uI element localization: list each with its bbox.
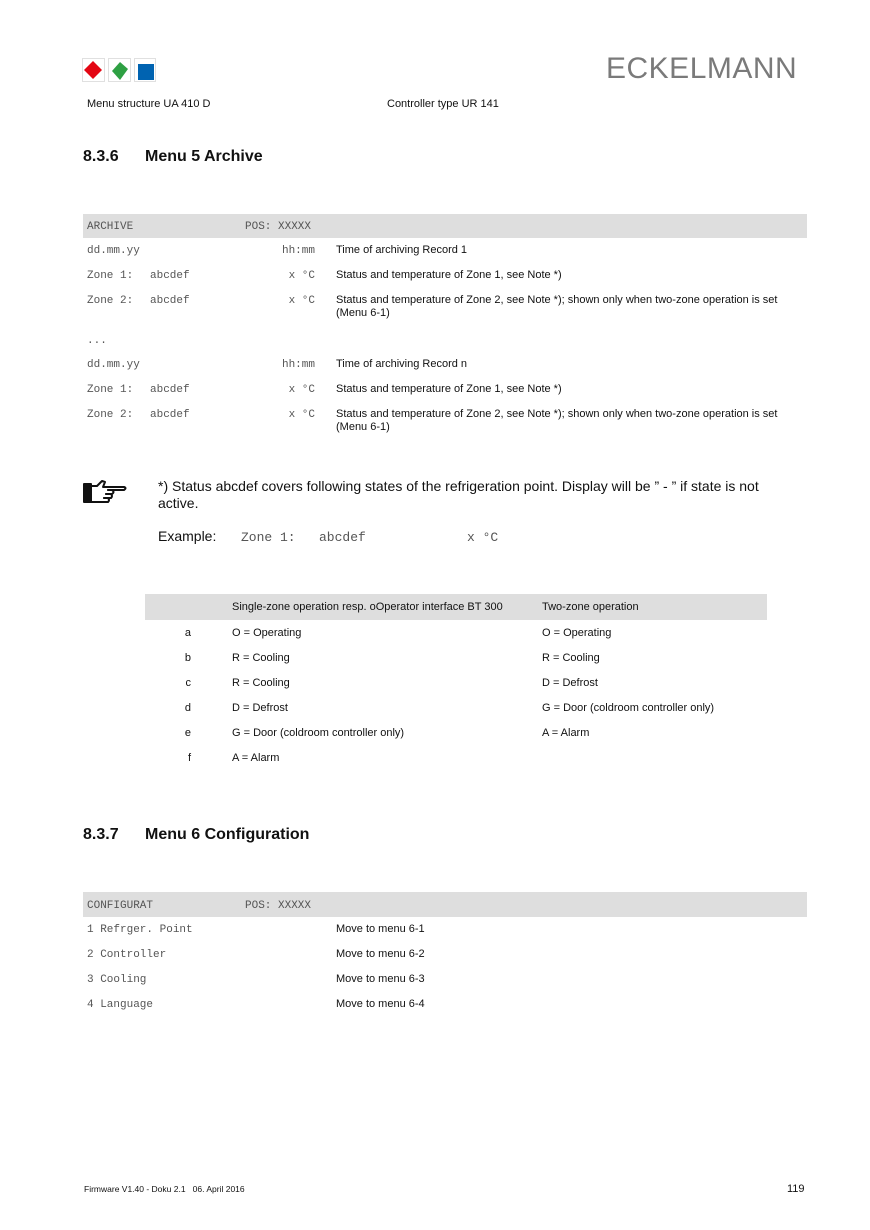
state-key: f: [187, 752, 191, 764]
row-value: hh:mm: [281, 359, 315, 371]
config-description: Move to menu 6-4: [336, 998, 425, 1010]
pointing-hand-icon: [82, 478, 128, 506]
config-description: Move to menu 6-1: [336, 923, 425, 935]
state-two: A = Alarm: [542, 727, 590, 739]
table-row: [145, 721, 767, 746]
row-field: dd.mm.yy: [87, 359, 140, 371]
brand-name: ECKELMANN: [606, 52, 798, 85]
row-value: x °C: [288, 409, 315, 421]
state-two: G = Door (coldroom controller only): [542, 702, 715, 714]
row-field: Zone 1:: [87, 270, 134, 282]
display-pos: POS: XXXXX: [245, 221, 312, 233]
configuration-display-header: [83, 892, 807, 917]
page-number: 119: [787, 1183, 805, 1195]
blue-square-icon: [138, 64, 154, 80]
row-field: Zone 2:: [87, 295, 134, 307]
config-item: 4 Language: [87, 999, 154, 1011]
states-header-single: Single-zone operation resp. oOperator interface BT 300: [232, 601, 503, 613]
table-row: [145, 671, 767, 696]
section-number: 8.3.7: [83, 826, 119, 843]
state-key: c: [185, 677, 191, 689]
eckelmann-logo-marks: [82, 58, 156, 82]
archive-row: [87, 264, 807, 289]
display-pos: POS: XXXXX: [245, 900, 312, 912]
footer-firmware: Firmware V1.40 - Doku 2.1 06. April 2016: [84, 1184, 245, 1194]
state-key: b: [184, 652, 191, 664]
row-description: Status and temperature of Zone 1, see Note *): [336, 269, 562, 281]
display-title: CONFIGURAT: [87, 900, 154, 912]
archive-row: [87, 353, 807, 378]
config-item: 3 Cooling: [87, 974, 147, 986]
row-value: x °C: [288, 384, 315, 396]
config-description: Move to menu 6-2: [336, 948, 425, 960]
section-number: 8.3.6: [83, 148, 119, 165]
state-single: D = Defrost: [232, 702, 288, 714]
state-two: O = Operating: [542, 627, 612, 639]
archive-row: [87, 239, 807, 264]
logo-squares-icon: [82, 58, 156, 82]
row-description: Status and temperature of Zone 1, see Note *): [336, 383, 562, 395]
state-key: e: [184, 727, 191, 739]
archive-display-header: [83, 214, 807, 238]
row-field: Zone 2:: [87, 409, 134, 421]
row-description: Time of archiving Record 1: [336, 244, 468, 256]
archive-row: [87, 378, 807, 403]
state-two: D = Defrost: [542, 677, 598, 689]
states-header-two: Two-zone operation: [542, 601, 639, 613]
row-ellipsis: ...: [87, 335, 107, 347]
state-key: a: [184, 627, 191, 639]
row-status: abcdef: [150, 409, 190, 421]
config-row: [87, 968, 807, 993]
example-zone: Zone 1:: [241, 530, 296, 545]
table-row: [145, 646, 767, 671]
display-title: ARCHIVE: [87, 221, 134, 233]
row-field: dd.mm.yy: [87, 245, 140, 257]
state-two: R = Cooling: [542, 652, 600, 664]
note-text: *) Status abcdef covers following states of the refrigeration point. Display will be ” - ” if state is not active.: [158, 478, 759, 511]
row-value: x °C: [288, 270, 315, 282]
table-row: [145, 696, 767, 721]
table-row: [145, 746, 767, 771]
example-state: abcdef: [319, 530, 366, 545]
archive-row: [87, 403, 807, 433]
row-description: Status and temperature of Zone 2, see Note *); shown only when two-zone operation is set (Menu 6-1): [336, 294, 778, 319]
row-field: Zone 1:: [87, 384, 134, 396]
archive-row: [87, 289, 807, 319]
row-status: abcdef: [150, 270, 190, 282]
row-status: abcdef: [150, 384, 190, 396]
state-single: A = Alarm: [232, 752, 280, 764]
state-single: R = Cooling: [232, 677, 290, 689]
state-single: O = Operating: [232, 627, 302, 639]
table-row: [145, 621, 767, 646]
config-item: 2 Controller: [87, 949, 167, 961]
header-controller-type: Controller type UR 141: [387, 98, 499, 110]
row-value: x °C: [288, 295, 315, 307]
header-menu-structure: Menu structure UA 410 D: [87, 98, 211, 110]
section-title: Menu 6 Configuration: [145, 826, 310, 843]
example-temp: x °C: [467, 530, 499, 545]
state-key: d: [184, 702, 191, 714]
section-title: Menu 5 Archive: [145, 148, 263, 165]
state-single: G = Door (coldroom controller only): [232, 727, 405, 739]
archive-row: [87, 329, 807, 354]
config-item: 1 Refrger. Point: [87, 924, 193, 936]
example-label: Example:: [158, 528, 217, 544]
row-description: Time of archiving Record n: [336, 358, 468, 370]
row-description: Status and temperature of Zone 2, see Note *); shown only when two-zone operation is set (Menu 6-1): [336, 408, 778, 433]
config-row: [87, 993, 807, 1018]
state-single: R = Cooling: [232, 652, 290, 664]
config-description: Move to menu 6-3: [336, 973, 425, 985]
row-value: hh:mm: [281, 245, 315, 257]
row-status: abcdef: [150, 295, 190, 307]
config-row: [87, 918, 807, 943]
config-row: [87, 943, 807, 968]
